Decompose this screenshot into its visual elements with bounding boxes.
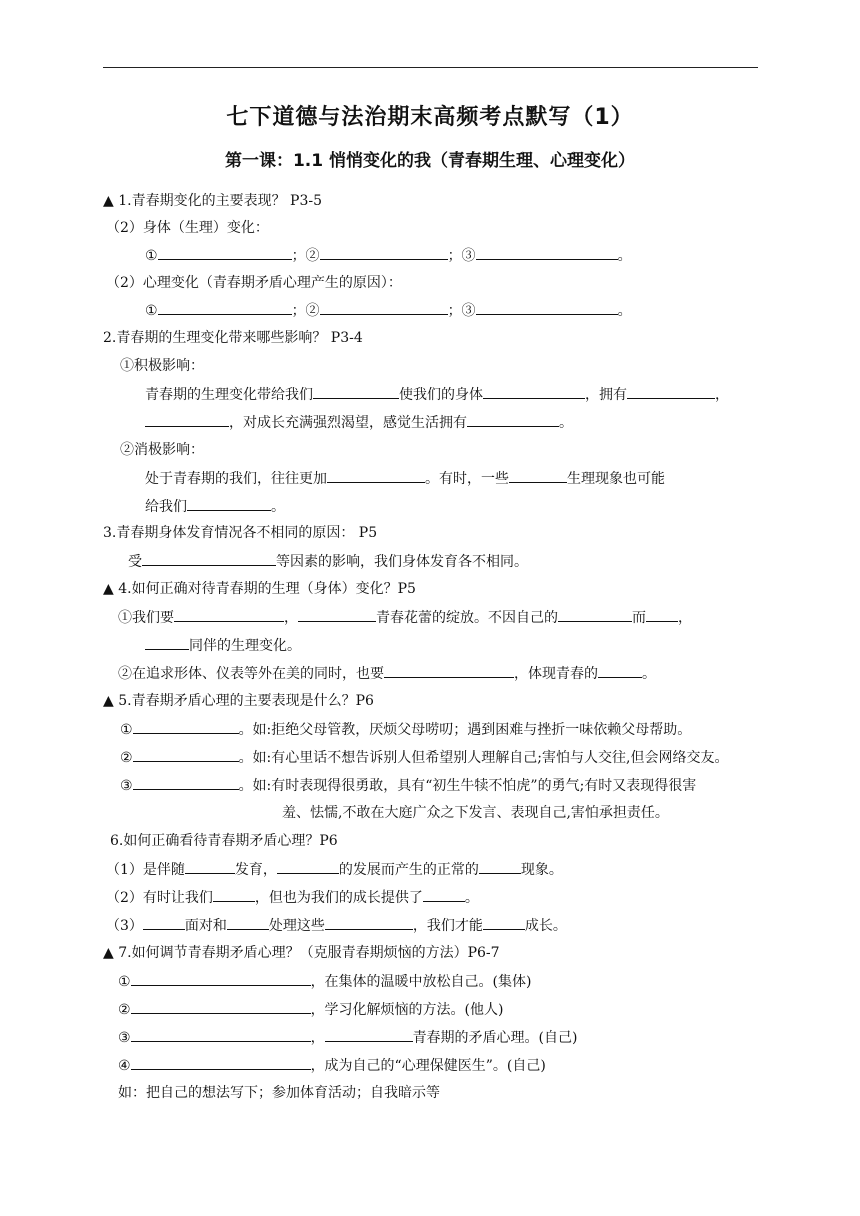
q6-line2: （2）有时让我们 ，但也为我们的成长提供了 。 — [106, 887, 479, 908]
blank[interactable] — [143, 915, 185, 930]
blank[interactable] — [213, 887, 255, 902]
q4-line2: 同伴的生理变化。 — [145, 635, 301, 656]
blank[interactable] — [185, 859, 235, 874]
q2-negative-line1: 处于青春期的我们，往往更加 。有时，一些 生理现象也可能 — [145, 468, 665, 489]
q2-negative-line2: 给我们 。 — [145, 496, 285, 517]
question-3: 3.青春期身体发育情况各不相同的原因： P5 — [103, 525, 378, 541]
blank[interactable] — [598, 663, 642, 678]
q6-line3: （3） 面对和 处理这些 ，我们才能 成长。 — [106, 915, 567, 936]
q1-psych-blanks: ① ；② ；③ 。 — [145, 300, 632, 321]
q4-line3: ②在追求形体、仪表等外在美的同时，也要 ，体现青春的 。 — [118, 663, 656, 684]
blank[interactable] — [145, 412, 229, 427]
blank[interactable] — [483, 384, 585, 399]
blank[interactable] — [158, 245, 292, 260]
blank[interactable] — [145, 635, 189, 650]
q7-examples: 如：把自己的想法写下；参加体育活动；自我暗示等 — [118, 1085, 440, 1101]
blank[interactable] — [133, 719, 239, 734]
q5-item3-continued: 羞、怯懦,不敢在大庭广众之下发言、表现自己,害怕承担责任。 — [282, 805, 669, 821]
blank[interactable] — [131, 1027, 311, 1042]
blank[interactable] — [158, 300, 292, 315]
top-rule — [103, 67, 758, 68]
q1-sub-physical: （2）身体（生理）变化： — [106, 220, 269, 236]
question-4: ▲ 4.如何正确对待青春期的生理（身体）变化？P5 — [103, 581, 416, 597]
blank[interactable] — [325, 1027, 413, 1042]
q7-item3: ③ ， 青春期的矛盾心理。(自己) — [118, 1027, 578, 1048]
q5-item2: ② 。如:有心里话不想告诉别人但希望别人理解自己;害怕与人交往,但会网络交友。 — [120, 747, 728, 768]
blank[interactable] — [187, 496, 271, 511]
blank[interactable] — [131, 1055, 311, 1070]
blank[interactable] — [423, 887, 465, 902]
q1-physical-blanks: ① ；② ；③ 。 — [145, 245, 632, 266]
q4-line1: ①我们要 ， 青春花蕾的绽放。不因自己的 而 ， — [118, 607, 692, 628]
q5-item3: ③ 。如:有时表现得很勇敢，具有“初生牛犊不怕虎”的勇气;有时又表现得很害 — [120, 775, 696, 796]
q7-item4: ④ ，成为自己的“心理保健医生”。(自己) — [118, 1055, 546, 1076]
blank[interactable] — [174, 607, 284, 622]
q7-item1: ① ，在集体的温暖中放松自己。(集体) — [118, 971, 532, 992]
blank[interactable] — [467, 412, 559, 427]
blank[interactable] — [313, 384, 399, 399]
question-1: ▲ 1.青春期变化的主要表现？ P3-5 — [103, 193, 322, 209]
blank[interactable] — [277, 859, 339, 874]
q2-negative-label: ②消极影响： — [120, 442, 204, 458]
q2-positive-label: ①积极影响： — [120, 358, 204, 374]
q7-item2: ② ，学习化解烦恼的方法。(他人) — [118, 999, 504, 1020]
blank[interactable] — [479, 859, 521, 874]
blank[interactable] — [327, 468, 425, 483]
blank[interactable] — [476, 300, 618, 315]
question-7: ▲ 7.如何调节青春期矛盾心理？（克服青春期烦恼的方法）P6-7 — [103, 945, 500, 961]
q5-item1: ① 。如:拒绝父母管教，厌烦父母唠叨；遇到困难与挫折一味依赖父母帮助。 — [120, 719, 691, 740]
q1-sub-psych: （2）心理变化（青春期矛盾心理产生的原因）： — [106, 275, 402, 291]
document-subtitle: 第一课：1.1 悄悄变化的我（青春期生理、心理变化） — [224, 151, 636, 171]
q2-positive-line2: ，对成长充满强烈渴望，感觉生活拥有 。 — [145, 412, 573, 433]
blank[interactable] — [142, 551, 276, 566]
blank[interactable] — [509, 468, 567, 483]
blank[interactable] — [320, 245, 448, 260]
blank[interactable] — [298, 607, 376, 622]
blank[interactable] — [646, 607, 678, 622]
blank[interactable] — [131, 999, 311, 1014]
blank[interactable] — [483, 915, 525, 930]
blank[interactable] — [627, 384, 715, 399]
blank[interactable] — [131, 971, 311, 986]
question-6: 6.如何正确看待青春期矛盾心理？P6 — [110, 833, 338, 849]
question-2: 2.青春期的生理变化带来哪些影响？ P3-4 — [103, 330, 363, 346]
question-5: ▲ 5.青春期矛盾心理的主要表现是什么？P6 — [103, 693, 374, 709]
q3-answer-line: 受 等因素的影响，我们身体发育各不相同。 — [128, 551, 528, 572]
blank[interactable] — [133, 747, 239, 762]
blank[interactable] — [227, 915, 269, 930]
blank[interactable] — [320, 300, 448, 315]
q6-line1: （1）是伴随 发育， 的发展而产生的正常的 现象。 — [106, 859, 563, 880]
q2-positive-line1: 青春期的生理变化带给我们 使我们的身体 ，拥有 ， — [145, 384, 729, 405]
blank[interactable] — [133, 775, 239, 790]
document-title: 七下道德与法治期末高频考点默写（1） — [226, 105, 634, 130]
blank[interactable] — [558, 607, 632, 622]
blank[interactable] — [384, 663, 514, 678]
blank[interactable] — [325, 915, 413, 930]
blank[interactable] — [476, 245, 618, 260]
